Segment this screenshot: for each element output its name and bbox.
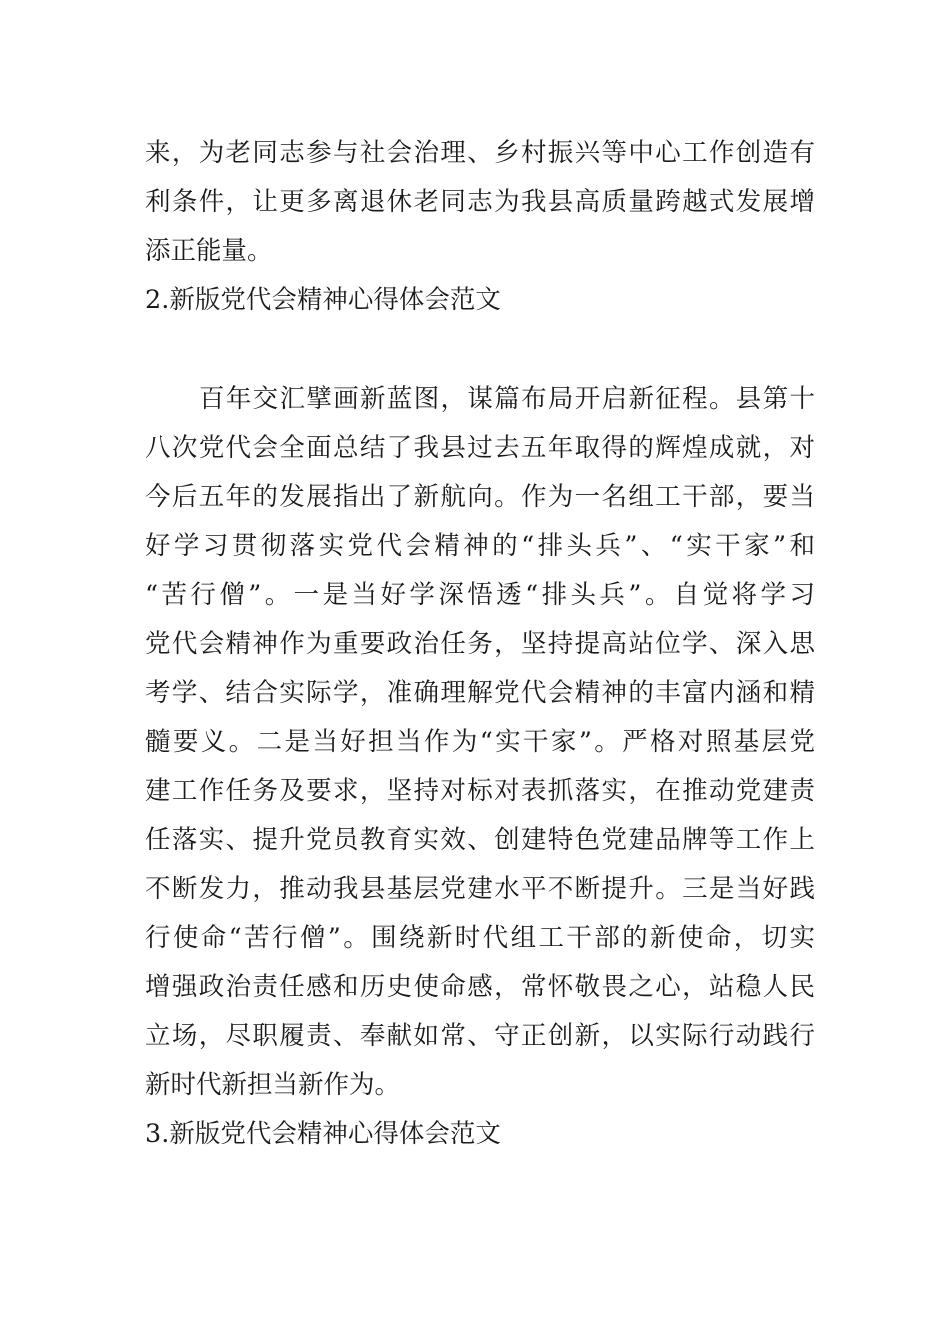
body-text-line: “苦行僧”。一是当好学深悟透“排头兵”。自觉将学习 — [145, 580, 815, 610]
body-text-line: 任落实、提升党员教育实效、创建特色党建品牌等工作上 — [145, 825, 815, 855]
body-text-line: 新时代新担当新作为。 — [145, 1070, 401, 1100]
body-text-line: 髓要义。二是当好担当作为“实干家”。严格对照基层党 — [145, 727, 815, 757]
body-text-line: 添正能量。 — [145, 236, 273, 266]
section-heading: 2.新版党代会精神心得体会范文 — [145, 285, 501, 315]
body-text-line: 八次党代会全面总结了我县过去五年取得的辉煌成就，对 — [145, 433, 815, 463]
section-heading: 3.新版党代会精神心得体会范文 — [145, 1119, 501, 1149]
body-text-line: 党代会精神作为重要政治任务，坚持提高站位学、深入思 — [145, 629, 815, 659]
body-text-line: 行使命“苦行僧”。围绕新时代组工干部的新使命，切实 — [145, 923, 815, 953]
body-text-line: 来，为老同志参与社会治理、乡村振兴等中心工作创造有 — [145, 138, 815, 168]
body-text-line: 百年交汇擘画新蓝图，谋篇布局开启新征程。县第十 — [199, 384, 815, 414]
body-text-line: 利条件，让更多离退休老同志为我县高质量跨越式发展增 — [145, 187, 815, 217]
body-text-line: 立场，尽职履责、奉献如常、守正创新，以实际行动践行 — [145, 1021, 815, 1051]
body-text-line: 考学、结合实际学，准确理解党代会精神的丰富内涵和精 — [145, 678, 815, 708]
body-text-line: 不断发力，推动我县基层党建水平不断提升。三是当好践 — [145, 874, 815, 904]
body-text-line: 建工作任务及要求，坚持对标对表抓落实，在推动党建责 — [145, 776, 815, 806]
body-text-line: 好学习贯彻落实党代会精神的“排头兵”、“实干家”和 — [145, 531, 815, 561]
body-text-line: 今后五年的发展指出了新航向。作为一名组工干部，要当 — [145, 482, 815, 512]
body-text-line: 增强政治责任感和历史使命感，常怀敬畏之心，站稳人民 — [145, 972, 815, 1002]
